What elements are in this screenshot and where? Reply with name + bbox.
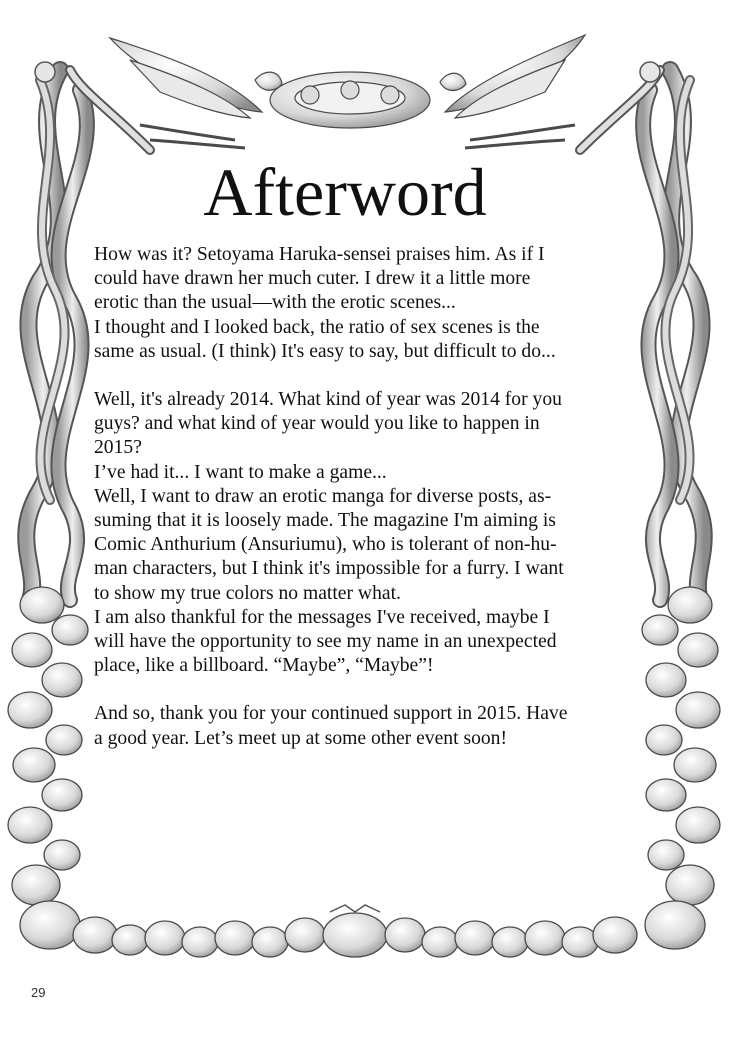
text-line: I thought and I looked back, the ratio of sex scenes is the	[94, 316, 540, 338]
right-vine-column	[580, 62, 704, 600]
bottom-leaf-band	[73, 905, 637, 957]
page-number: 29	[31, 985, 46, 1000]
text-line: could have drawn her much cuter. I drew it a little more	[94, 268, 531, 290]
text-line: Well, I want to draw an erotic manga for diverse posts, as-	[94, 485, 552, 507]
page-title: Afterword	[203, 154, 487, 230]
text-line: place, like a billboard. “Maybe”, “Maybe”!	[94, 655, 434, 677]
text-line: Comic Anthurium (Ansuriumu), who is tolerant of non-hu-	[94, 534, 557, 556]
text-line: 2015?	[94, 437, 142, 459]
text-line: guys? and what kind of year would you like to happen in	[94, 413, 540, 435]
text-line: I am also thankful for the messages I've received, maybe I	[94, 606, 550, 628]
text-line: suming that it is loosely made. The magazine I'm aiming is	[94, 510, 556, 532]
text-line: will have the opportunity to see my name in an unexpected	[94, 631, 557, 653]
text-line: And so, thank you for your continued support in 2015. Have	[94, 703, 568, 725]
afterword-body	[94, 243, 594, 775]
text-line: Well, it's already 2014. What kind of year was 2014 for you	[94, 389, 562, 411]
text-line: How was it? Setoyama Haruka-sensei praises him. As if I	[94, 244, 545, 265]
phoenix-crest	[110, 35, 585, 148]
text-line: erotic than the usual—with the erotic scenes...	[94, 292, 456, 314]
paragraph	[94, 388, 594, 678]
text-line: to show my true colors no matter what.	[94, 582, 401, 604]
paragraph	[94, 243, 594, 364]
left-leaf-column	[8, 587, 88, 949]
right-leaf-column	[642, 587, 720, 949]
text-line: man characters, but I think it's impossible for a furry. I want	[94, 558, 564, 580]
text-line: a good year. Let’s meet up at some other event soon!	[94, 727, 507, 749]
paragraph	[94, 702, 594, 750]
text-line: I’ve had it... I want to make a game...	[94, 461, 387, 483]
text-line: same as usual. (I think) It's easy to say, but difficult to do...	[94, 340, 556, 362]
